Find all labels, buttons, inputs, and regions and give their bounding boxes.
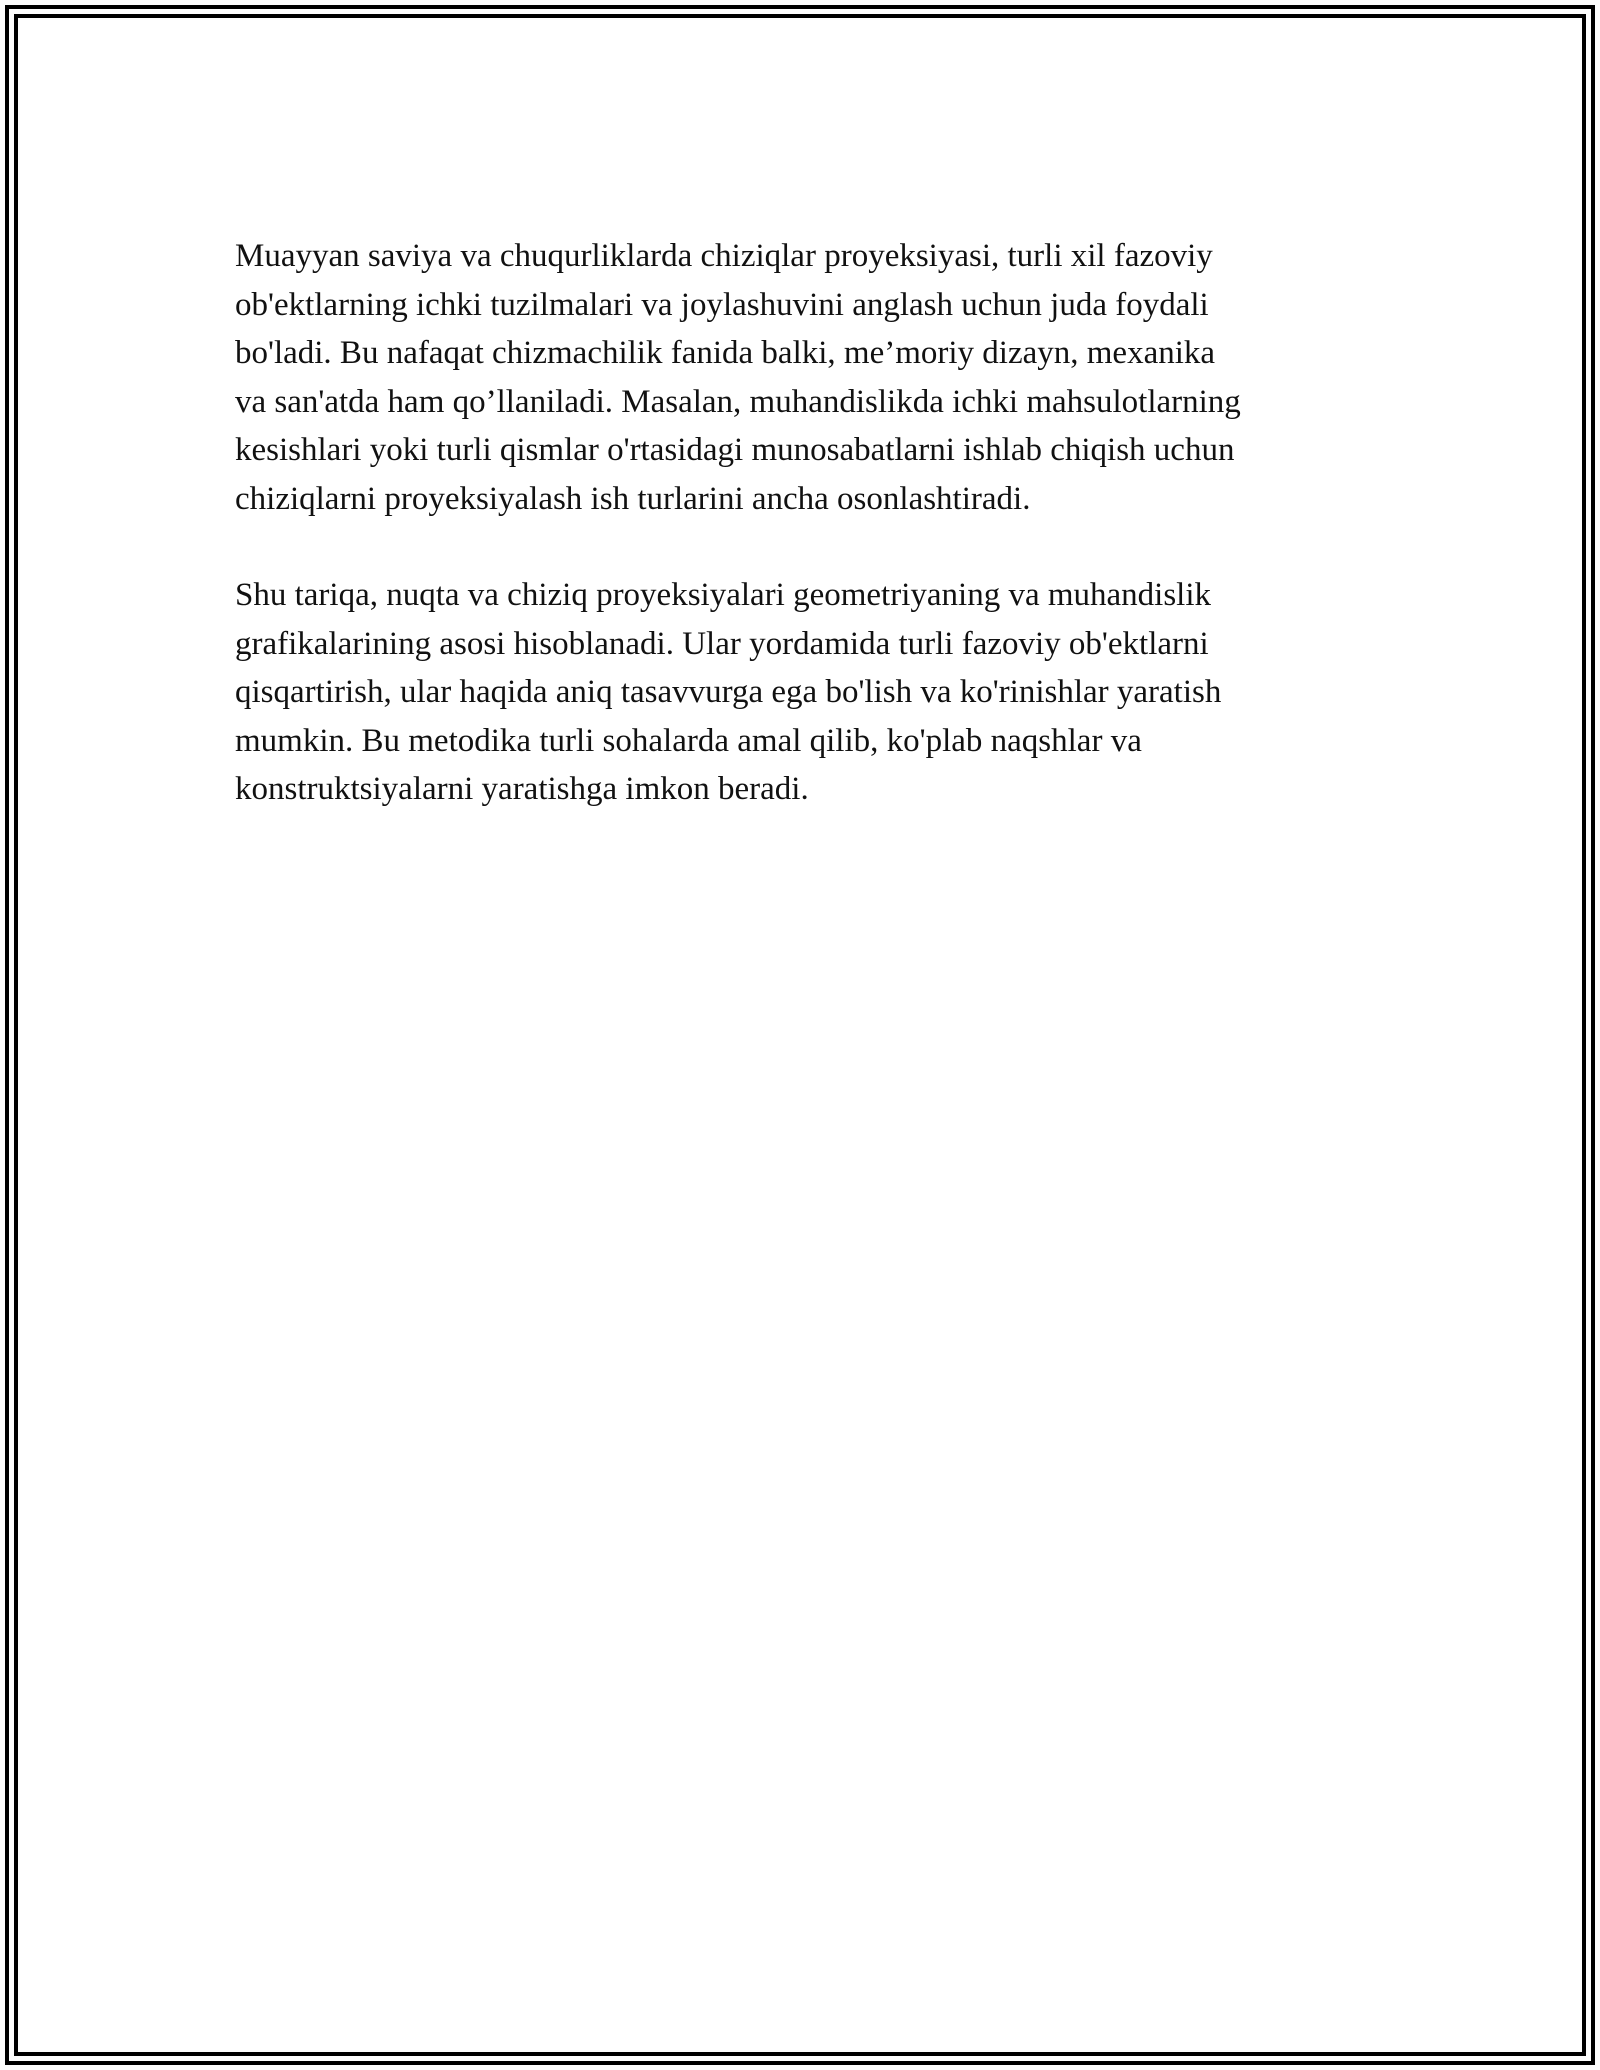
paragraph-1: Muayyan saviya va chuqurliklarda chiziqlar proyeksiyasi, turli xil fazoviy ob'ektlarning ichki tuzilmalari va joylashuvini anglash uchun juda foydali bo'ladi. Bu nafaqat chizmachilik fanida balki, me’moriy dizayn, mexanika va san'atda ham qo’llaniladi. Masalan, muhandislikda ichki mahsulotlarning kesishlari yoki turli qismlar o'rtasidagi munosabatlarni ishlab chiqish uchun chiziqlarni proyeksiyalash ish turlarini ancha osonlashtiradi. [235, 238, 1241, 517]
document-body [235, 232, 1370, 814]
paragraph-2: Shu tariqa, nuqta va chiziq proyeksiyalari geometriyaning va muhandislik grafikalarining asosi hisoblanadi. Ular yordamida turli fazoviy ob'ektlarni qisqartirish, ular haqida aniq tasavvurga ega bo'lish va ko'rinishlar yaratish mumkin. Bu metodika turli sohalarda amal qilib, ko'plab naqshlar va konstruktsiyalarni yaratishga imkon beradi. [235, 577, 1222, 807]
